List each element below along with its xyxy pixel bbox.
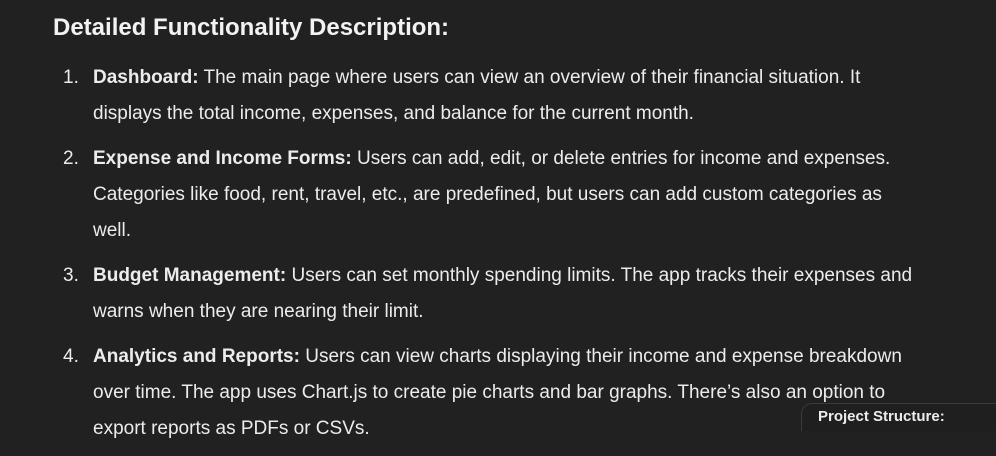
list-item-label: Analytics and Reports: [93,346,300,367]
list-item-number: 2. [63,148,79,169]
list-item-text: Users can view charts displaying their income and expense breakdown over time. The app uses Chart.js to create pie charts and bar graphs. There’s also an option to export reports as PDFs or CSVs. [93,346,902,439]
list-item-content [93,258,918,330]
list-item-content [93,141,918,249]
list-item-number: 4. [63,346,79,367]
project-structure-panel [801,403,996,431]
list-item-content [93,339,918,447]
list-item-label: Budget Management: [93,265,287,286]
list-item-number: 3. [63,265,79,286]
list-item [63,60,933,132]
page-title: Detailed Functionality Description: [53,14,450,41]
list-item-text: Users can set monthly spending limits. The app tracks their expenses and warns when they are nearing their limit. [93,265,913,322]
list-item-content [93,60,918,132]
list-item [63,141,933,249]
project-structure-title: Project Structure: [818,408,945,425]
list-item-text: Users can add, edit, or delete entries for income and expenses. Categories like food, rent, travel, etc., are predefined, but users can add custom categories as well. [93,148,891,241]
list-item-text: The main page where users can view an overview of their financial situation. It displays the total income, expenses, and balance for the current month. [93,67,861,124]
list-item-number: 1. [63,67,79,88]
list-item-label: Dashboard: [93,67,199,88]
feature-list [63,60,933,456]
list-item-label: Expense and Income Forms: [93,148,352,169]
list-item [63,258,933,330]
